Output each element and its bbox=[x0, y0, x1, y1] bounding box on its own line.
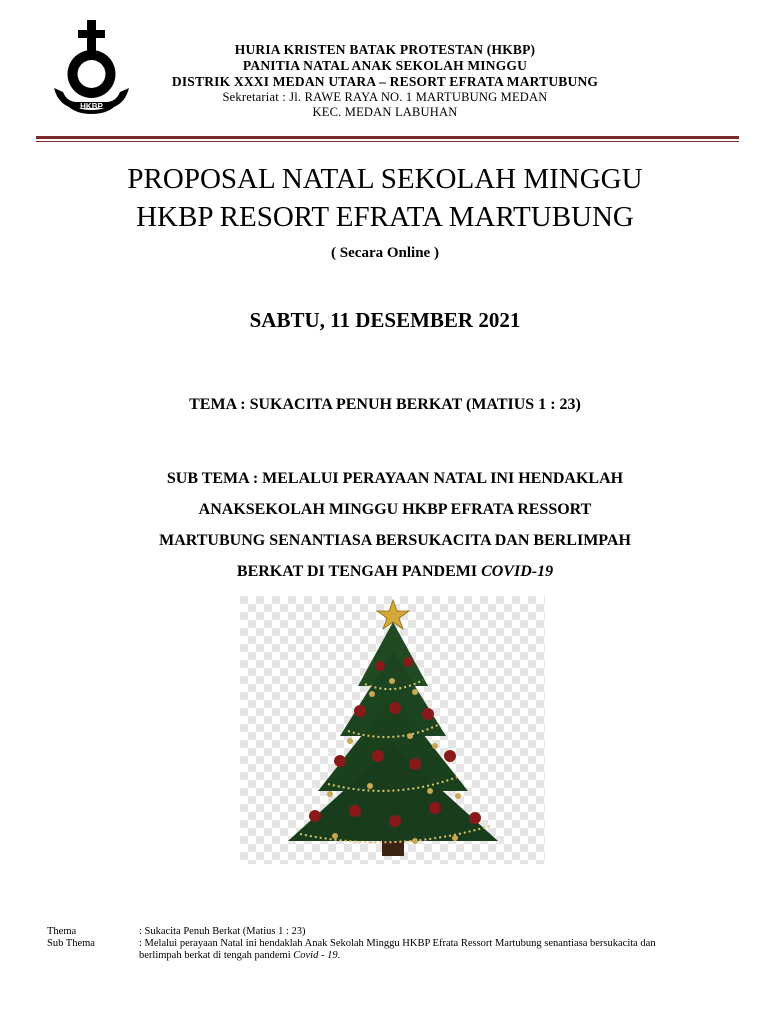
footer-thema-row bbox=[47, 926, 727, 938]
sub-theme bbox=[110, 463, 680, 587]
letterhead bbox=[140, 42, 630, 120]
christmas-tree-image bbox=[240, 596, 545, 864]
document-subtitle: ( Secara Online ) bbox=[331, 245, 439, 261]
header-divider-thick bbox=[36, 136, 739, 139]
footer-subthema-line-1: : Melalui perayaan Natal ini hendaklah Anak Sekolah Minggu HKBP Efrata Ressort Martubung senantiasa bersukacita dan bbox=[139, 938, 656, 949]
logo-text: HKBP bbox=[80, 102, 103, 111]
sub-theme-line-3: MARTUBUNG SENANTIASA BERSUKACITA DAN BERLIMPAH bbox=[159, 532, 631, 549]
letterhead-line-4: Sekretariat : Jl. RAWE RAYA NO. 1 MARTUBUNG MEDAN bbox=[222, 90, 548, 104]
sub-theme-line-4-text: BERKAT DI TENGAH PANDEMI bbox=[236, 563, 482, 580]
header-divider-thin bbox=[36, 141, 739, 142]
event-date: SABTU, 11 DESEMBER 2021 bbox=[249, 308, 521, 332]
footer-subthema-covid: Covid - 19 bbox=[293, 950, 338, 961]
sub-theme-covid: COVID-19 bbox=[481, 563, 554, 580]
footer-subthema-row bbox=[47, 938, 727, 962]
sub-theme-line-4 bbox=[110, 556, 680, 587]
hkbp-cross-logo-icon bbox=[54, 20, 129, 114]
hkbp-logo bbox=[48, 18, 134, 118]
title-line-1: PROPOSAL NATAL SEKOLAH MINGGU bbox=[127, 163, 643, 195]
christmas-tree-icon bbox=[240, 596, 545, 864]
letterhead-line-2: PANITIA NATAL ANAK SEKOLAH MINGGU bbox=[242, 58, 528, 73]
footer-thema-value: : Sukacita Penuh Berkat (Matius 1 : 23) bbox=[139, 926, 306, 937]
letterhead-line-3: DISTRIK XXXI MEDAN UTARA – RESORT EFRATA MARTUBUNG bbox=[171, 74, 599, 89]
footer-subthema-label: Sub Thema bbox=[47, 938, 95, 949]
footer-subthema-value bbox=[139, 938, 727, 962]
document-title bbox=[40, 160, 730, 236]
footer-subthema-line-2 bbox=[139, 950, 727, 962]
footer-subthema-line-2-text: berlimpah berkat di tengah pandemi bbox=[139, 950, 294, 961]
footer-subthema-period: . bbox=[337, 950, 341, 961]
title-line-2: HKBP RESORT EFRATA MARTUBUNG bbox=[136, 201, 634, 233]
footer-thema-label: Thema bbox=[47, 926, 77, 937]
letterhead-line-5: KEC. MEDAN LABUHAN bbox=[312, 105, 458, 119]
sub-theme-line-2: ANAKSEKOLAH MINGGU HKBP EFRATA RESSORT bbox=[198, 501, 592, 518]
letterhead-line-1: HURIA KRISTEN BATAK PROTESTAN (HKBP) bbox=[234, 42, 536, 57]
theme: TEMA : SUKACITA PENUH BERKAT (MATIUS 1 : 23) bbox=[189, 396, 581, 413]
footer-notes bbox=[47, 926, 727, 962]
sub-theme-line-1: SUB TEMA : MELALUI PERAYAAN NATAL INI HENDAKLAH bbox=[166, 470, 624, 487]
